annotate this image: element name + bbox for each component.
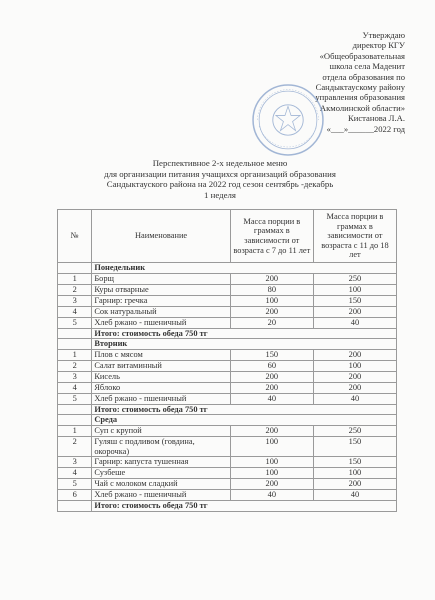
table-row: 5 Хлеб ржано - пшеничный 40 40 (58, 393, 397, 404)
table-row: 5 Хлеб ржано - пшеничный 20 40 (58, 317, 397, 328)
total-row (58, 501, 397, 512)
day-row-tuesday (58, 339, 397, 350)
approval-line: отдела образования по (322, 71, 405, 82)
table-row: 1 Борщ 200 250 (58, 273, 397, 284)
heading-line: для организации питания учащихся организаций образования (104, 168, 336, 179)
table-row: 5 Чай с молоком сладкий 200 200 (58, 479, 397, 490)
approval-line: «Общеобразовательная (319, 50, 405, 61)
total-label: Итого: стоимость обеда 750 тг (92, 501, 397, 512)
total-label: Итого: стоимость обеда 750 тг (92, 404, 397, 415)
table-row: 4 Сузбеше 100 100 (58, 468, 397, 479)
approval-line: «___»______2022 год (326, 123, 405, 134)
approval-line: Кистанова Л.А. (348, 113, 405, 124)
column-header-number: № (58, 210, 92, 263)
day-name: Понедельник (92, 262, 397, 273)
approval-line: Сандыктаускому району (315, 82, 405, 93)
approval-line: школа села Маденит (329, 61, 405, 72)
table-row: 4 Сок натуральный 200 200 (58, 306, 397, 317)
column-header-mass-7-11: Масса порции в граммах в зависимости от возраста с 7 до 11 лет (230, 210, 313, 263)
approval-line: управления образования (315, 92, 405, 103)
table-row: 2 Куры отварные 80 100 (58, 284, 397, 295)
day-row-wednesday (58, 415, 397, 426)
day-name: Среда (92, 415, 397, 426)
menu-heading (40, 158, 400, 200)
heading-line: Сандыктауского района на 2022 год сезон сентябрь -декабрь (106, 179, 334, 189)
table-row: 3 Гарнир: гречка 100 150 (58, 295, 397, 306)
column-header-name: Наименование (92, 210, 230, 263)
table-row: 6 Хлеб ржано - пшеничный 40 40 (58, 490, 397, 501)
table-row: 2 Салат витаминный 60 100 (58, 360, 397, 371)
total-label: Итого: стоимость обеда 750 тг (92, 328, 397, 339)
heading-line: 1 неделя (204, 189, 236, 200)
approval-line: директор КГУ (352, 40, 405, 51)
table-row: 4 Яблоко 200 200 (58, 382, 397, 393)
table-header-row (58, 210, 397, 263)
table-row: 3 Кисель 200 200 (58, 371, 397, 382)
total-row (58, 328, 397, 339)
day-name: Вторник (92, 339, 397, 350)
day-row-monday (58, 262, 397, 273)
menu-table (57, 209, 397, 512)
approval-line: Утверждаю (362, 30, 405, 40)
official-stamp-icon (250, 82, 326, 158)
approval-line: Акмолинской области» (319, 102, 405, 113)
column-header-mass-11-18: Масса порции в граммах в зависимости от возраста с 11 до 18 лет (313, 210, 396, 263)
table-row: 1 Плов с мясом 150 200 (58, 349, 397, 360)
table-row: 3 Гарнир: капуста тушенная 100 150 (58, 457, 397, 468)
total-row (58, 404, 397, 415)
heading-line: Перспективное 2-х недельное меню (152, 158, 288, 168)
table-row: 2 Гуляш с подливом (говдина, окорочка) 100 150 (58, 436, 397, 456)
table-row: 1 Суп с крупой 200 250 (58, 425, 397, 436)
